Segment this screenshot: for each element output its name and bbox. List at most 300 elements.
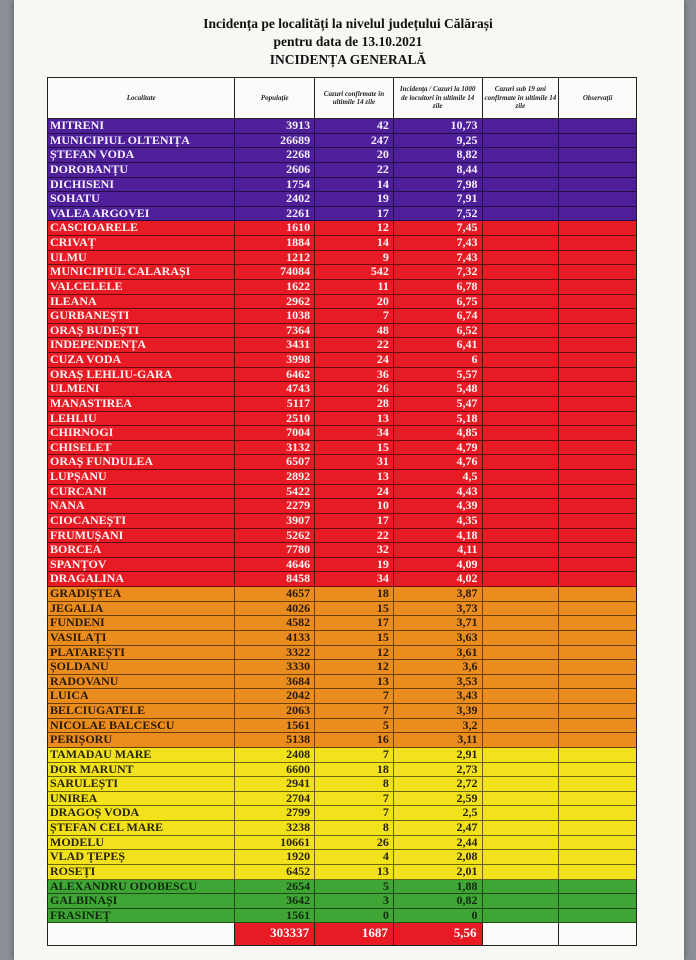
cell-observatii — [559, 368, 636, 382]
cell-incidenta: 6,75 — [394, 295, 483, 309]
cell-observatii — [559, 587, 636, 601]
cell-cazuri: 7 — [315, 748, 394, 762]
table-row — [47, 777, 637, 792]
cell-incidenta: 2,01 — [394, 865, 483, 879]
cell-incidenta: 6,41 — [394, 338, 483, 352]
cell-sub19 — [483, 441, 560, 455]
cell-localitate: ȘOLDANU — [48, 660, 235, 674]
cell-localitate: CHISELET — [48, 441, 235, 455]
cell-observatii — [559, 470, 636, 484]
cell-localitate: GRADIȘTEA — [48, 587, 235, 601]
table-row — [47, 865, 637, 880]
cell-cazuri: 13 — [315, 865, 394, 879]
table-row — [47, 616, 637, 631]
cell-sub19 — [483, 221, 560, 235]
cell-incidenta: 4,02 — [394, 572, 483, 586]
table-row — [47, 280, 637, 295]
cell-localitate: UNIREA — [48, 792, 235, 806]
cell-localitate: ROSEȚI — [48, 865, 235, 879]
cell-cazuri: 5 — [315, 880, 394, 894]
cell-cazuri: 19 — [315, 558, 394, 572]
cell-populatie: 6452 — [235, 865, 315, 879]
table-row — [47, 382, 637, 397]
cell-sub19 — [483, 631, 560, 645]
cell-populatie: 4657 — [235, 587, 315, 601]
cell-localitate: CURCANI — [48, 485, 235, 499]
cell-sub19 — [483, 660, 560, 674]
cell-sub19 — [483, 397, 560, 411]
cell-cazuri: 0 — [315, 909, 394, 923]
table-row — [47, 631, 637, 646]
cell-populatie: 6462 — [235, 368, 315, 382]
total-cases: 1687 — [315, 923, 394, 945]
cell-incidenta: 2,5 — [394, 806, 483, 820]
header-populatie: Populație — [235, 78, 315, 118]
table-row — [47, 602, 637, 617]
cell-cazuri: 13 — [315, 675, 394, 689]
cell-cazuri: 247 — [315, 134, 394, 148]
cell-localitate: ALEXANDRU ODOBESCU — [48, 880, 235, 894]
cell-cazuri: 24 — [315, 485, 394, 499]
cell-incidenta: 3,43 — [394, 689, 483, 703]
cell-cazuri: 42 — [315, 119, 394, 133]
cell-localitate: CIOCANEȘTI — [48, 514, 235, 528]
cell-sub19 — [483, 909, 560, 923]
cell-localitate: ORAȘ BUDEȘTI — [48, 324, 235, 338]
cell-cazuri: 9 — [315, 251, 394, 265]
cell-observatii — [559, 309, 636, 323]
table-row — [47, 265, 637, 280]
cell-observatii — [559, 499, 636, 513]
cell-incidenta: 4,35 — [394, 514, 483, 528]
cell-localitate: MODELU — [48, 836, 235, 850]
table-row — [47, 338, 637, 353]
cell-incidenta: 7,52 — [394, 207, 483, 221]
cell-populatie: 26689 — [235, 134, 315, 148]
cell-populatie: 6600 — [235, 763, 315, 777]
cell-cazuri: 11 — [315, 280, 394, 294]
cell-sub19 — [483, 514, 560, 528]
cell-observatii — [559, 543, 636, 557]
cell-incidenta: 7,91 — [394, 192, 483, 206]
cell-populatie: 2510 — [235, 412, 315, 426]
cell-sub19 — [483, 412, 560, 426]
cell-populatie: 7004 — [235, 426, 315, 440]
table-row — [47, 470, 637, 485]
cell-observatii — [559, 704, 636, 718]
cell-sub19 — [483, 880, 560, 894]
cell-cazuri: 31 — [315, 455, 394, 469]
cell-incidenta: 6,74 — [394, 309, 483, 323]
cell-cazuri: 7 — [315, 689, 394, 703]
cell-populatie: 4646 — [235, 558, 315, 572]
cell-incidenta: 3,87 — [394, 587, 483, 601]
cell-observatii — [559, 836, 636, 850]
cell-cazuri: 10 — [315, 499, 394, 513]
cell-cazuri: 12 — [315, 221, 394, 235]
table-row — [47, 514, 637, 529]
cell-sub19 — [483, 529, 560, 543]
cell-cazuri: 12 — [315, 660, 394, 674]
cell-incidenta: 0 — [394, 909, 483, 923]
table-row — [47, 412, 637, 427]
table-row — [47, 894, 637, 909]
cell-sub19 — [483, 572, 560, 586]
cell-observatii — [559, 455, 636, 469]
cell-sub19 — [483, 499, 560, 513]
cell-observatii — [559, 338, 636, 352]
cell-cazuri: 3 — [315, 894, 394, 908]
cell-cazuri: 34 — [315, 426, 394, 440]
cell-incidenta: 3,2 — [394, 719, 483, 733]
cell-cazuri: 34 — [315, 572, 394, 586]
cell-populatie: 2606 — [235, 163, 315, 177]
cell-cazuri: 12 — [315, 646, 394, 660]
cell-populatie: 6507 — [235, 455, 315, 469]
total-population: 303337 — [235, 923, 315, 945]
cell-incidenta: 4,85 — [394, 426, 483, 440]
cell-localitate: DOROBANȚU — [48, 163, 235, 177]
cell-incidenta: 2,72 — [394, 777, 483, 791]
cell-sub19 — [483, 894, 560, 908]
table-row — [47, 207, 637, 222]
cell-populatie: 74084 — [235, 265, 315, 279]
cell-populatie: 1561 — [235, 719, 315, 733]
cell-incidenta: 4,43 — [394, 485, 483, 499]
cell-populatie: 2063 — [235, 704, 315, 718]
table-row — [47, 309, 637, 324]
cell-localitate: DRAGALINA — [48, 572, 235, 586]
cell-cazuri: 22 — [315, 163, 394, 177]
cell-cazuri: 48 — [315, 324, 394, 338]
cell-observatii — [559, 353, 636, 367]
cell-localitate: INDEPENDENȚA — [48, 338, 235, 352]
document-date: pentru data de 13.10.2021 — [273, 34, 423, 49]
cell-populatie: 2408 — [235, 748, 315, 762]
cell-observatii — [559, 572, 636, 586]
cell-observatii — [559, 441, 636, 455]
total-observatii — [559, 923, 636, 945]
cell-sub19 — [483, 763, 560, 777]
cell-observatii — [559, 426, 636, 440]
cell-incidenta: 2,47 — [394, 821, 483, 835]
cell-localitate: MUNICIPIUL CALARAȘI — [48, 265, 235, 279]
cell-incidenta: 3,11 — [394, 733, 483, 747]
incidence-table — [47, 77, 637, 946]
cell-populatie: 5138 — [235, 733, 315, 747]
cell-sub19 — [483, 558, 560, 572]
cell-sub19 — [483, 646, 560, 660]
cell-cazuri: 17 — [315, 616, 394, 630]
cell-observatii — [559, 178, 636, 192]
table-row — [47, 324, 637, 339]
cell-localitate: VLAD ȚEPEȘ — [48, 850, 235, 864]
cell-cazuri: 13 — [315, 412, 394, 426]
table-row — [47, 587, 637, 602]
cell-localitate: PERIȘORU — [48, 733, 235, 747]
cell-populatie: 3322 — [235, 646, 315, 660]
table-row — [47, 221, 637, 236]
header-localitate: Localitate — [48, 78, 235, 118]
cell-cazuri: 4 — [315, 850, 394, 864]
cell-localitate: MITRENI — [48, 119, 235, 133]
table-row — [47, 646, 637, 661]
cell-incidenta: 5,48 — [394, 382, 483, 396]
document-subtitle: INCIDENȚA GENERALĂ — [269, 52, 427, 67]
cell-incidenta: 4,11 — [394, 543, 483, 557]
cell-cazuri: 17 — [315, 207, 394, 221]
cell-sub19 — [483, 426, 560, 440]
cell-observatii — [559, 821, 636, 835]
cell-incidenta: 4,39 — [394, 499, 483, 513]
cell-sub19 — [483, 119, 560, 133]
cell-incidenta: 3,53 — [394, 675, 483, 689]
table-row — [47, 236, 637, 251]
cell-sub19 — [483, 543, 560, 557]
cell-cazuri: 7 — [315, 309, 394, 323]
table-row — [47, 719, 637, 734]
cell-observatii — [559, 909, 636, 923]
cell-populatie: 2402 — [235, 192, 315, 206]
table-row — [47, 192, 637, 207]
cell-cazuri: 22 — [315, 338, 394, 352]
cell-incidenta: 3,6 — [394, 660, 483, 674]
cell-sub19 — [483, 309, 560, 323]
cell-populatie: 1038 — [235, 309, 315, 323]
cell-observatii — [559, 719, 636, 733]
table-row — [47, 251, 637, 266]
table-row — [47, 134, 637, 149]
table-row — [47, 163, 637, 178]
cell-incidenta: 5,57 — [394, 368, 483, 382]
table-row — [47, 836, 637, 851]
cell-localitate: MANASTIREA — [48, 397, 235, 411]
cell-localitate: NANA — [48, 499, 235, 513]
cell-localitate: VASILAȚI — [48, 631, 235, 645]
header-incidenta: Incidența / Cazuri la 1000 de locuitori în ultimile 14 zile — [394, 78, 483, 118]
cell-populatie: 3132 — [235, 441, 315, 455]
cell-cazuri: 16 — [315, 733, 394, 747]
cell-populatie: 1884 — [235, 236, 315, 250]
cell-sub19 — [483, 368, 560, 382]
table-header — [47, 77, 637, 119]
cell-cazuri: 26 — [315, 836, 394, 850]
cell-sub19 — [483, 821, 560, 835]
table-row — [47, 660, 637, 675]
cell-observatii — [559, 251, 636, 265]
cell-observatii — [559, 850, 636, 864]
cell-sub19 — [483, 748, 560, 762]
cell-localitate: FRASINEȚ — [48, 909, 235, 923]
table-row — [47, 485, 637, 500]
cell-localitate: CRIVAȚ — [48, 236, 235, 250]
cell-localitate: ULMENI — [48, 382, 235, 396]
cell-populatie: 4743 — [235, 382, 315, 396]
cell-localitate: PLATAREȘTI — [48, 646, 235, 660]
table-row — [47, 441, 637, 456]
table-row — [47, 368, 637, 383]
cell-localitate: LUICA — [48, 689, 235, 703]
cell-incidenta: 1,88 — [394, 880, 483, 894]
cell-sub19 — [483, 836, 560, 850]
cell-cazuri: 28 — [315, 397, 394, 411]
table-row — [47, 689, 637, 704]
cell-incidenta: 2,44 — [394, 836, 483, 850]
cell-incidenta: 7,43 — [394, 236, 483, 250]
cell-incidenta: 9,25 — [394, 134, 483, 148]
cell-localitate: ULMU — [48, 251, 235, 265]
header-cazuri: Cazuri confirmate în ultimile 14 zile — [315, 78, 394, 118]
cell-incidenta: 3,63 — [394, 631, 483, 645]
cell-cazuri: 20 — [315, 295, 394, 309]
cell-populatie: 3684 — [235, 675, 315, 689]
cell-localitate: CASCIOARELE — [48, 221, 235, 235]
cell-incidenta: 3,73 — [394, 602, 483, 616]
cell-localitate: NICOLAE BALCESCU — [48, 719, 235, 733]
cell-populatie: 1212 — [235, 251, 315, 265]
cell-observatii — [559, 412, 636, 426]
cell-populatie: 4582 — [235, 616, 315, 630]
totals-label-cell — [48, 923, 235, 945]
cell-populatie: 7780 — [235, 543, 315, 557]
cell-populatie: 1561 — [235, 909, 315, 923]
cell-observatii — [559, 646, 636, 660]
cell-incidenta: 8,44 — [394, 163, 483, 177]
cell-incidenta: 4,09 — [394, 558, 483, 572]
cell-observatii — [559, 148, 636, 162]
cell-incidenta: 3,71 — [394, 616, 483, 630]
document-title: Incidența pe localități la nivelul județului Călărași — [203, 16, 493, 31]
cell-sub19 — [483, 148, 560, 162]
cell-localitate: ȘTEFAN CEL MARE — [48, 821, 235, 835]
cell-populatie: 4026 — [235, 602, 315, 616]
cell-populatie: 1610 — [235, 221, 315, 235]
cell-incidenta: 2,08 — [394, 850, 483, 864]
cell-localitate: BELCIUGATELE — [48, 704, 235, 718]
cell-sub19 — [483, 616, 560, 630]
table-row — [47, 426, 637, 441]
cell-cazuri: 18 — [315, 587, 394, 601]
cell-populatie: 7364 — [235, 324, 315, 338]
cell-observatii — [559, 792, 636, 806]
cell-populatie: 10661 — [235, 836, 315, 850]
cell-localitate: DICHISENI — [48, 178, 235, 192]
cell-observatii — [559, 689, 636, 703]
cell-sub19 — [483, 353, 560, 367]
cell-sub19 — [483, 865, 560, 879]
cell-localitate: SPANȚOV — [48, 558, 235, 572]
cell-populatie: 2042 — [235, 689, 315, 703]
cell-cazuri: 8 — [315, 777, 394, 791]
cell-localitate: RADOVANU — [48, 675, 235, 689]
cell-observatii — [559, 616, 636, 630]
cell-incidenta: 6,78 — [394, 280, 483, 294]
cell-populatie: 3330 — [235, 660, 315, 674]
cell-incidenta: 0,82 — [394, 894, 483, 908]
cell-incidenta: 5,18 — [394, 412, 483, 426]
table-row — [47, 543, 637, 558]
cell-sub19 — [483, 792, 560, 806]
cell-cazuri: 15 — [315, 602, 394, 616]
table-row — [47, 909, 637, 924]
table-row — [47, 733, 637, 748]
table-row — [47, 455, 637, 470]
total-sub19 — [483, 923, 560, 945]
cell-cazuri: 14 — [315, 236, 394, 250]
cell-populatie: 3907 — [235, 514, 315, 528]
cell-populatie: 3238 — [235, 821, 315, 835]
cell-localitate: LEHLIU — [48, 412, 235, 426]
cell-sub19 — [483, 280, 560, 294]
table-row — [47, 148, 637, 163]
cell-localitate: SARULEȘTI — [48, 777, 235, 791]
cell-incidenta: 2,59 — [394, 792, 483, 806]
cell-sub19 — [483, 602, 560, 616]
cell-populatie: 2704 — [235, 792, 315, 806]
cell-localitate: TAMADAU MARE — [48, 748, 235, 762]
cell-localitate: VALCELELE — [48, 280, 235, 294]
cell-populatie: 2268 — [235, 148, 315, 162]
cell-cazuri: 20 — [315, 148, 394, 162]
cell-cazuri: 13 — [315, 470, 394, 484]
cell-populatie: 3913 — [235, 119, 315, 133]
cell-incidenta: 5,47 — [394, 397, 483, 411]
cell-cazuri: 542 — [315, 265, 394, 279]
cell-localitate: CHIRNOGI — [48, 426, 235, 440]
cell-populatie: 3642 — [235, 894, 315, 908]
cell-localitate: SOHATU — [48, 192, 235, 206]
cell-populatie: 2654 — [235, 880, 315, 894]
table-row — [47, 675, 637, 690]
cell-populatie: 4133 — [235, 631, 315, 645]
cell-localitate: LUPȘANU — [48, 470, 235, 484]
cell-localitate: VALEA ARGOVEI — [48, 207, 235, 221]
cell-incidenta: 4,79 — [394, 441, 483, 455]
cell-incidenta: 4,5 — [394, 470, 483, 484]
cell-populatie: 2279 — [235, 499, 315, 513]
cell-populatie: 2941 — [235, 777, 315, 791]
cell-sub19 — [483, 324, 560, 338]
cell-cazuri: 7 — [315, 806, 394, 820]
cell-localitate: BORCEA — [48, 543, 235, 557]
cell-populatie: 5262 — [235, 529, 315, 543]
cell-sub19 — [483, 382, 560, 396]
table-row — [47, 792, 637, 807]
cell-sub19 — [483, 719, 560, 733]
cell-sub19 — [483, 207, 560, 221]
cell-incidenta: 2,91 — [394, 748, 483, 762]
cell-observatii — [559, 134, 636, 148]
cell-cazuri: 8 — [315, 821, 394, 835]
cell-populatie: 2892 — [235, 470, 315, 484]
table-row — [47, 529, 637, 544]
cell-observatii — [559, 221, 636, 235]
cell-incidenta: 7,43 — [394, 251, 483, 265]
cell-localitate: ȘTEFAN VODA — [48, 148, 235, 162]
cell-sub19 — [483, 163, 560, 177]
cell-populatie: 8458 — [235, 572, 315, 586]
table-row — [47, 850, 637, 865]
cell-localitate: ILEANA — [48, 295, 235, 309]
cell-sub19 — [483, 704, 560, 718]
cell-localitate: FRUMUȘANI — [48, 529, 235, 543]
cell-observatii — [559, 733, 636, 747]
cell-populatie: 2799 — [235, 806, 315, 820]
cell-observatii — [559, 865, 636, 879]
cell-populatie: 1622 — [235, 280, 315, 294]
cell-sub19 — [483, 470, 560, 484]
cell-cazuri: 24 — [315, 353, 394, 367]
